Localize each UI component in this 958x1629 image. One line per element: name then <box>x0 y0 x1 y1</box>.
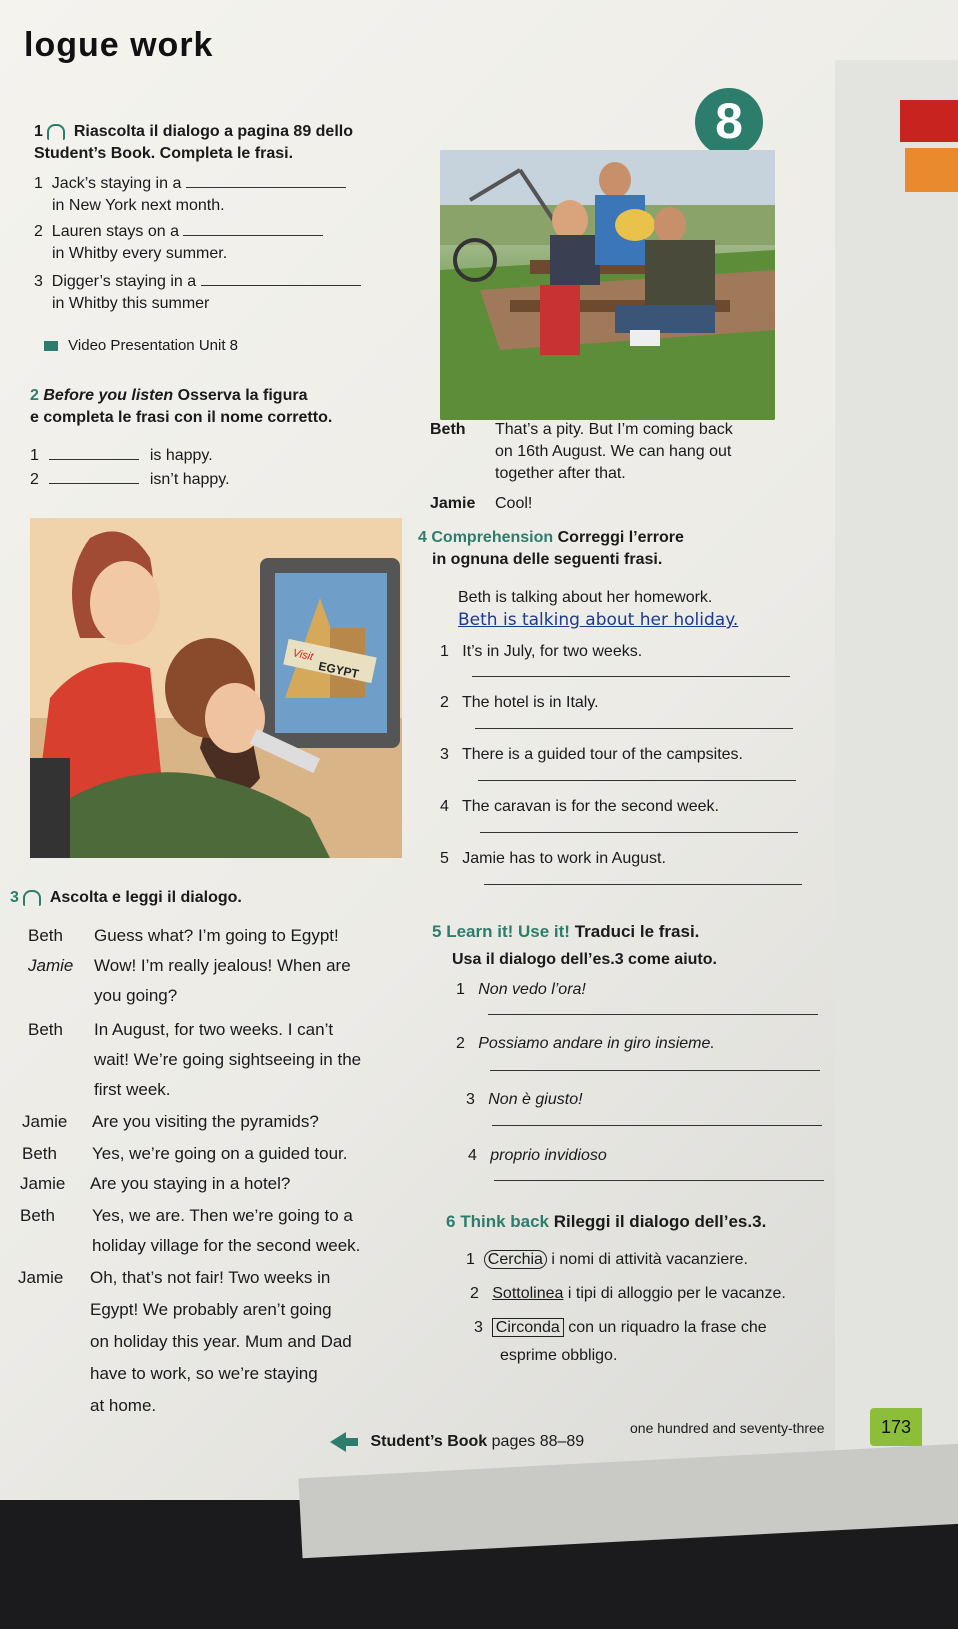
ex1-item-1-cont: in New York next month. <box>52 197 225 214</box>
item-number: 3 <box>34 273 43 290</box>
student-book-reference <box>330 1432 584 1452</box>
speaker: Jamie <box>28 956 74 975</box>
item-text: Jack’s staying in a <box>51 175 182 192</box>
ex4-item-5 <box>440 849 666 869</box>
dialogue-line: Oh, that’s not fair! Two weeks in <box>90 1268 331 1287</box>
item-number: 4 <box>440 798 449 815</box>
ex5-heading <box>432 922 699 942</box>
item-text: proprio invidioso <box>490 1147 607 1164</box>
dialogue-line: That’s a pity. But I’m coming back <box>495 421 733 438</box>
item-text: i nomi di attività vacanziere. <box>551 1251 748 1268</box>
dialogue-line: together after that. <box>495 465 626 482</box>
answer-blank[interactable] <box>186 187 346 188</box>
ex2-title: Before you listen <box>43 387 174 404</box>
dialogue-line: Cool! <box>495 495 533 512</box>
answer-line[interactable] <box>488 1014 818 1015</box>
answer-line[interactable] <box>490 1070 820 1071</box>
ex4-item-1 <box>440 642 642 662</box>
item-number: 1 <box>30 447 39 464</box>
ex6-keyword-underlined: Sottolinea <box>492 1285 564 1302</box>
speaker: Jamie <box>18 1268 64 1287</box>
item-number: 3 <box>440 746 449 763</box>
video-label: Video Presentation Unit 8 <box>68 337 239 354</box>
item-number: 2 <box>456 1035 465 1052</box>
sb-pages: pages 88–89 <box>491 1433 585 1451</box>
speaker: Beth <box>28 926 63 945</box>
dialogue-line: Guess what? I’m going to Egypt! <box>94 926 339 945</box>
ex4-heading <box>418 528 684 548</box>
item-number: 4 <box>468 1147 477 1164</box>
item-text: There is a guided tour of the campsites. <box>461 746 743 763</box>
ex1-item-2-cont: in Whitby every summer. <box>52 245 228 262</box>
page-title: logue work <box>24 26 214 64</box>
ex1-item-3 <box>34 272 361 292</box>
ex3-number: 3 <box>10 889 19 906</box>
ex6-keyword-boxed: Circonda <box>492 1318 564 1337</box>
item-number: 5 <box>440 850 449 867</box>
item-text: is happy. <box>149 447 213 464</box>
dialogue-line: Egypt! We probably aren’t going <box>90 1300 332 1319</box>
ex2-instruction-2: e completa le frasi con il nome corretto. <box>30 409 333 426</box>
video-presentation[interactable] <box>44 336 238 356</box>
item-number: 3 <box>474 1319 483 1336</box>
speaker: Jamie <box>430 495 476 512</box>
item-number: 2 <box>34 223 43 240</box>
ex4-instruction-2: in ognuna delle seguenti frasi. <box>432 551 663 568</box>
ex6-heading <box>446 1212 766 1232</box>
item-text: The hotel is in Italy. <box>461 694 599 711</box>
item-text: Jamie has to work in August. <box>462 850 666 867</box>
ex1-item-1 <box>34 174 346 194</box>
ex4-title: Comprehension <box>431 529 554 546</box>
ex6-title: Think back <box>460 1212 550 1231</box>
answer-blank[interactable] <box>49 483 139 484</box>
answer-line[interactable] <box>475 728 793 729</box>
dialogue-line: on 16th August. We can hang out <box>495 443 732 460</box>
ex1-instruction-1: Riascolta il dialogo a pagina 89 dello <box>73 123 353 140</box>
answer-line[interactable] <box>472 676 790 677</box>
ex1-number: 1 <box>34 123 43 140</box>
ex2-item-2 <box>30 470 230 490</box>
dialogue-line: Yes, we are. Then we’re going to a <box>92 1206 353 1225</box>
speaker: Beth <box>28 1020 63 1039</box>
answer-blank[interactable] <box>201 285 361 286</box>
ex4-item-4 <box>440 797 719 817</box>
speaker: Jamie <box>20 1174 66 1193</box>
item-number: 3 <box>466 1091 475 1108</box>
speaker: Jamie <box>22 1112 68 1131</box>
poster-text-visit: Visit <box>291 647 315 664</box>
ex5-title: Learn it! Use it! <box>446 922 570 941</box>
ex5-instruction-b: Usa il dialogo dell’es.3 come aiuto. <box>452 951 717 968</box>
ex2-item-1 <box>30 446 213 466</box>
speaker: Beth <box>22 1144 57 1163</box>
dialogue-line: Are you visiting the pyramids? <box>92 1112 319 1131</box>
dialogue-line: first week. <box>94 1080 171 1099</box>
ex4-number: 4 <box>418 529 427 546</box>
ex5-item-4 <box>468 1146 607 1166</box>
dialogue-line: Are you staying in a hotel? <box>90 1174 291 1193</box>
ex5-item-2 <box>456 1034 715 1054</box>
dialogue-line: at home. <box>90 1396 157 1415</box>
side-tab-red <box>900 100 958 142</box>
ex5-instruction-a: Traduci le frasi. <box>574 922 700 941</box>
ex2-instruction-1: Osserva la figura <box>177 387 308 404</box>
ex6-keyword-circled: Cerchia <box>484 1250 547 1269</box>
item-text: Lauren stays on a <box>51 223 179 240</box>
ex3-heading <box>10 888 242 908</box>
answer-line[interactable] <box>492 1125 822 1126</box>
dialogue-line: you going? <box>94 986 178 1005</box>
dialogue-line: on holiday this year. Mum and Dad <box>90 1332 352 1351</box>
item-text: con un riquadro la frase che <box>568 1319 767 1336</box>
headphones-icon <box>47 124 65 140</box>
ex1-item-3-cont: in Whitby this summer <box>52 295 210 312</box>
answer-blank[interactable] <box>183 235 323 236</box>
arrow-left-icon <box>330 1432 346 1452</box>
dialogue-line: Yes, we’re going on a guided tour. <box>92 1144 348 1163</box>
answer-line[interactable] <box>480 832 798 833</box>
speaker: Beth <box>430 421 466 438</box>
item-text: Non vedo l’ora! <box>478 981 586 998</box>
ex4-example-answer: Beth is talking about her holiday. <box>458 610 739 630</box>
dialogue-line: have to work, so we’re staying <box>90 1364 318 1383</box>
ex1-heading <box>34 122 353 142</box>
arrow-shaft <box>346 1438 358 1446</box>
speaker: Beth <box>20 1206 55 1225</box>
ex4-instruction-1: Correggi l’errore <box>557 529 684 546</box>
picnic-photo <box>440 150 775 420</box>
item-number: 2 <box>440 694 449 711</box>
ex2-heading <box>30 386 307 406</box>
answer-blank[interactable] <box>49 459 139 460</box>
item-text: i tipi di alloggio per le vacanze. <box>567 1285 786 1302</box>
item-text: isn’t happy. <box>149 471 230 488</box>
item-number: 1 <box>456 981 465 998</box>
poster-text-egypt: EGYPT <box>317 658 361 682</box>
ex5-item-3 <box>466 1090 583 1110</box>
ex4-item-3 <box>440 745 743 765</box>
ex4-example: Beth is talking about her homework. <box>458 589 713 606</box>
ex6-item-3-cont: esprime obbligo. <box>500 1347 618 1364</box>
egypt-illustration <box>30 518 402 858</box>
page-number: 173 <box>870 1408 922 1446</box>
answer-line[interactable] <box>484 884 802 885</box>
unit-badge: 8 <box>695 88 763 156</box>
ex6-item-1 <box>466 1250 748 1270</box>
ex6-item-3 <box>474 1318 767 1338</box>
ex4-item-2 <box>440 693 599 713</box>
item-number: 1 <box>466 1251 475 1268</box>
item-number: 2 <box>470 1285 479 1302</box>
dialogue-line: holiday village for the second week. <box>92 1236 361 1255</box>
item-number: 1 <box>34 175 43 192</box>
page-number-words: one hundred and seventy-three <box>630 1420 825 1436</box>
side-tab-orange <box>905 148 958 192</box>
sb-label: Student’s Book <box>370 1433 488 1451</box>
item-number: 2 <box>30 471 39 488</box>
item-text: Possiamo andare in giro insieme. <box>478 1035 715 1052</box>
answer-line[interactable] <box>494 1180 824 1181</box>
item-text: Digger’s staying in a <box>51 273 197 290</box>
ex3-title: Ascolta e leggi il dialogo. <box>49 889 242 906</box>
headphones-icon <box>23 890 41 906</box>
answer-line[interactable] <box>478 780 796 781</box>
ex5-number: 5 <box>432 922 442 941</box>
video-icon <box>44 341 58 351</box>
item-text: Non è giusto! <box>488 1091 583 1108</box>
dialogue-line: Wow! I’m really jealous! When are <box>94 956 351 975</box>
item-number: 1 <box>440 643 449 660</box>
ex2-number: 2 <box>30 387 39 404</box>
ex6-instruction: Rileggi il dialogo dell’es.3. <box>553 1212 767 1231</box>
page-edge <box>835 60 958 1460</box>
ex6-item-2 <box>470 1284 786 1304</box>
ex5-item-1 <box>456 980 586 1000</box>
ex6-number: 6 <box>446 1212 456 1231</box>
ex1-instruction-2: Student’s Book. Completa le frasi. <box>34 145 294 162</box>
item-text: The caravan is for the second week. <box>461 798 719 815</box>
item-text: It’s in July, for two weeks. <box>462 643 643 660</box>
ex1-item-2 <box>34 222 323 242</box>
dialogue-line: In August, for two weeks. I can’t <box>94 1020 334 1039</box>
dialogue-line: wait! We’re going sightseeing in the <box>94 1050 362 1069</box>
